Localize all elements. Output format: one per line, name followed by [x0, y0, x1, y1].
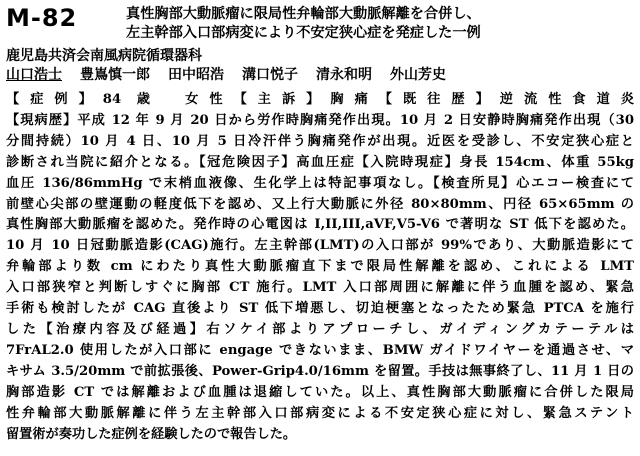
- abstract-body: [6, 90, 634, 445]
- author-name: 清永和明: [316, 67, 372, 83]
- body-line: した【治療内容及び経過】右ソケイ部よりアプローチし、ガイディングカテーテルは: [6, 321, 634, 337]
- body-line: 胸部造影 CT では解離および血腫は退縮していた。以上、真性胸部大動脈瘤に合併した限局: [6, 384, 634, 400]
- author-name: 山口浩士: [6, 67, 62, 83]
- author-name: 田中昭浩: [168, 67, 224, 83]
- body-line: 真性胸部大動脈瘤を認めた。発作時の心電図は I,II,III,aVF,V5-V6 で著明な ST 低下を認めた。: [6, 217, 634, 233]
- body-line: 診断され当院に紹介となる。【冠危険因子】高血圧症【入院時現症】身長 154cm、体重 55kg: [6, 154, 634, 170]
- affiliation: 鹿児島共済会南風病院循環器科: [6, 48, 202, 64]
- abstract-header: [6, 3, 634, 45]
- body-line: 10 月 10 日冠動脈造影(CAG)施行。左主幹部(LMT)の入口部が 99%であり、大動脈造影にて: [6, 238, 634, 254]
- body-line: 7FrAL2.0 使用したが入口部に engage できないまま、BMW ガイドワイヤーを通過させ、マ: [6, 342, 634, 358]
- abstract-id: M-82: [6, 4, 78, 32]
- body-line: 【症例】84 歳 女性【主訴】胸痛【既往歴】逆流性食道炎: [6, 92, 634, 107]
- body-line: 血圧 136/86mmHg で末梢血液像、生化学上は特記事項なし。【検査所見】心エコー検査にて: [6, 175, 634, 191]
- body-line: 手術も検討したが CAG 直後より ST 低下増悪し、切迫梗塞となったため緊急 PTCA を施行: [6, 301, 634, 317]
- body-line: 留置術が奏功した症例を経験したので報告した。: [6, 426, 297, 442]
- body-line: 【現病歴】平成 12 年 9 月 20 日から労作時胸痛発作出現。10 月 2 日安静時胸痛発作出現（30: [6, 112, 634, 128]
- title-line: 左主幹部入口部病変により不安定狭心症を発症した一例: [126, 25, 481, 41]
- title-line: 真性胸部大動脈瘤に限局性弁輪部大動脈解離を合併し、: [126, 6, 481, 22]
- body-line: 分間持続）10 月 4 日、10 月 5 日冷汗伴う胸痛発作が出現。近医を受診し、不安定狭心症と: [6, 133, 634, 149]
- author-name: 豊嶌慎一郎: [80, 67, 150, 83]
- body-line: 性弁輪部大動脈解離に伴う左主幹部入口部病変による不安定狭心症に対し、緊急ステント: [6, 405, 634, 421]
- body-line: 入口部狭窄と判断しすぐに胸部 CT 施行。LMT 入口部周囲に解離に伴う血腫を認め、緊急: [6, 280, 634, 296]
- body-line: 弁輪部より数 cm にわたり真性大動脈瘤直下まで限局性解離を認め、これによる LMT: [6, 259, 634, 275]
- author-name: 外山芳史: [390, 67, 446, 83]
- body-line: キサム 3.5/20mm で前拡張後、Power-Grip4.0/16mm を留置。手技は無事終了し、11 月 1 日の: [6, 363, 634, 379]
- author-list: [6, 65, 634, 85]
- abstract-title: [126, 5, 631, 43]
- body-line: 前壁心尖部の壁運動の軽度低下を認め、又上行大動脈に外径 80×80mm、円径 65×65mm の: [6, 196, 634, 212]
- author-name: 溝口悦子: [242, 67, 298, 83]
